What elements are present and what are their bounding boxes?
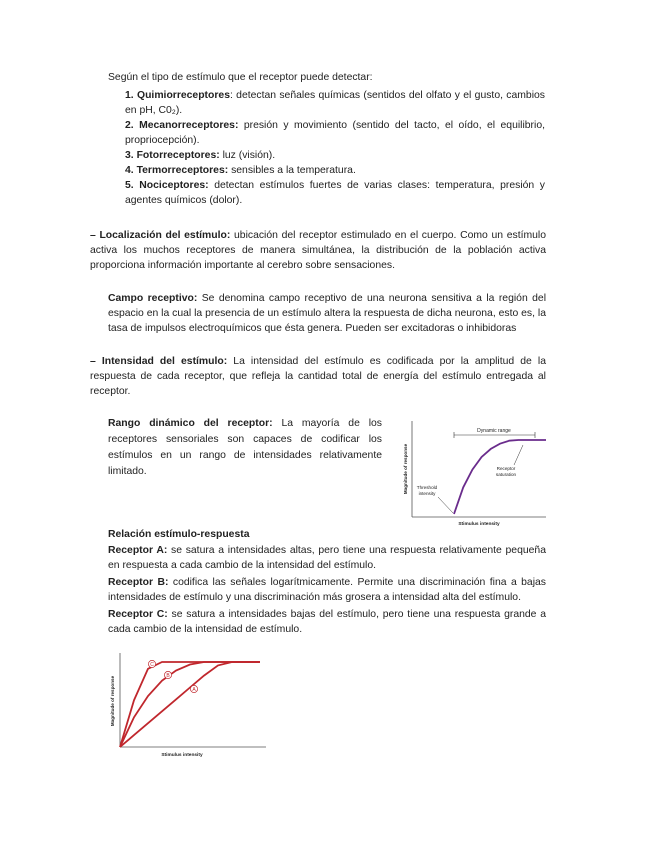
abc-receptors-chart	[108, 649, 268, 761]
rango-title: Rango dinámico del receptor:	[108, 418, 273, 429]
list-item: 2. Mecanorreceptores: presión y movimiento (sentido del tacto, el oído, el equilibrio, propriocepción).	[125, 120, 545, 146]
list-item: 4. Termorreceptores: sensibles a la temperatura.	[125, 165, 356, 176]
list-item: 3. Fotorreceptores: luz (visión).	[125, 150, 276, 161]
label-b: B	[166, 673, 170, 679]
dynamic-range-figure	[399, 417, 547, 528]
rango-paragraph: Rango dinámico del receptor: La mayoría de los receptores sensoriales son capaces de codificar los estímulos en un rango de intensidades relativamente limitado.	[108, 418, 382, 477]
list-item: 1. Quimiorreceptores: detectan señales químicas (sentidos del olfato y el gusto, cambios en pH, C0₂).	[125, 90, 545, 116]
localizacion-paragraph: – Localización del estímulo: ubicación del receptor estimulado en el cuerpo. Como un estímulo activa los muchos receptores de manera simultánea, la distribución de la población activa proporciona información importante al cerebro sobre sensaciones.	[90, 230, 546, 271]
curve-receptor-c	[120, 662, 260, 747]
abc-receptors-figure	[108, 649, 268, 761]
label-c: C	[150, 662, 154, 668]
x-axis-label: Stimulus intensity	[458, 522, 500, 527]
localizacion-title: – Localización del estímulo:	[90, 230, 231, 241]
curve-receptor-b	[120, 662, 260, 747]
dynamic-range-label: Dynamic range	[477, 428, 511, 434]
x-axis-label: Stimulus intensity	[161, 753, 203, 758]
receptor-a-text: Receptor A: se satura a intensidades altas, pero tiene una respuesta relativamente pequeña en respuesta a cada cambio de la intensidad del estímulo.	[108, 545, 546, 571]
list-item: 5. Nociceptores: detectan estímulos fuertes de varias clases: temperatura, presión y agentes químicos (dolor).	[125, 180, 546, 206]
receptor-saturation-label: Receptor saturation	[495, 466, 517, 477]
intensidad-paragraph: – Intensidad del estímulo: La intensidad del estímulo es codificada por la amplitud de la respuesta de cada receptor, que refleja la cantidad total de energía del estímulo entregada al receptor.	[90, 356, 546, 397]
y-axis-label: Magnitude of response	[110, 675, 115, 727]
dynamic-range-chart	[399, 417, 547, 528]
campo-receptivo-paragraph: Campo receptivo: Se denomina campo receptivo de una neurona sensitiva a la región del espacio en la cual la presencia de un estímulo altera la respuesta de dicha neurona, esto es, la tasa de impulsos electroquímicos que ésta genera. Pueden ser excitadoras o inhibidoras	[108, 293, 547, 334]
relacion-section	[108, 527, 546, 637]
y-axis-label: Magnitude of response	[403, 443, 408, 495]
receptor-c-text: Receptor C: se satura a intensidades bajas del estímulo, pero tiene una respuesta grande a cada cambio de la intensidad de estímulo.	[108, 609, 546, 635]
curve-receptor-a	[120, 662, 260, 747]
response-curve	[454, 440, 546, 514]
intensidad-title: – Intensidad del estímulo:	[90, 356, 228, 367]
threshold-intensity-label: Threshold intensity	[416, 485, 438, 496]
receptor-types-list	[125, 88, 545, 208]
intro-text: Según el tipo de estímulo que el receptor puede detectar:	[108, 72, 373, 83]
receptor-b-text: Receptor B: codifica las señales logarítmicamente. Permite una discriminación fina a bajas intensidades de estímulo y una discriminación más grosera a intensidad alta del estímulo.	[108, 577, 546, 603]
campo-title: Campo receptivo:	[108, 293, 198, 304]
label-a: A	[192, 687, 196, 693]
relacion-title: Relación estímulo-respuesta	[108, 529, 250, 540]
